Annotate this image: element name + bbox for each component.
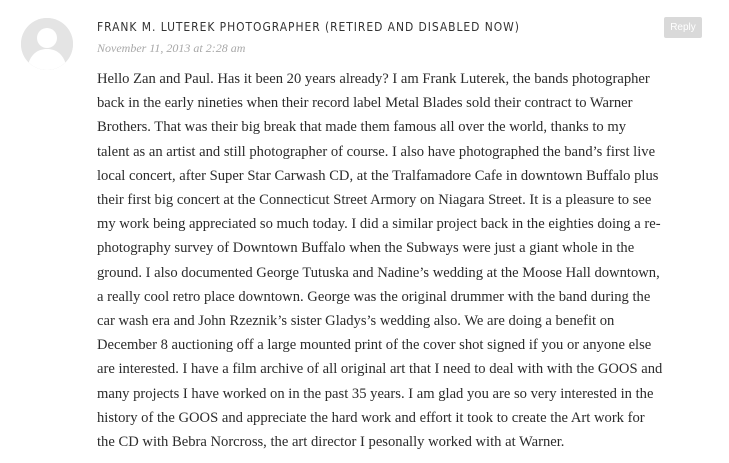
comment-body-line: back in the early nineties when their record label Metal Blades sold their contract to Warner — [97, 95, 633, 112]
comment-body-line: ground. I also documented George Tutuska and Nadine’s wedding at the Moose Hall downtown, — [97, 264, 660, 281]
comment-body-line: are interested. I have a film archive of all original art that I need to deal with with the GOOS and — [97, 361, 663, 378]
reply-button[interactable]: Reply — [664, 17, 702, 38]
default-avatar-icon — [21, 18, 73, 70]
comment-body-line: Brothers. That was their big break that made them famous all over the world, thanks to my — [97, 119, 627, 136]
comment-date-link[interactable]: November 11, 2013 at 2:28 am — [97, 41, 246, 55]
comment-body-line: December 8 auctioning off a large mounted print of the cover shot signed if you or anyone else — [97, 337, 652, 354]
comment-body-line: car wash era and John Rzeznik’s sister Gladys’s wedding also. We are doing a benefit on — [97, 313, 615, 330]
comment-body-line: their first big concert at the Connecticut Street Armory on Niagara Street. It is a pleasure to see — [97, 192, 652, 209]
comment-body-line: a really cool retro place downtown. George was the original drummer with the band during the — [97, 288, 651, 305]
comment-body-line: my work being appreciated so much today. I did a similar project back in the eighties doing a re- — [97, 216, 661, 233]
comment-body-line: local concert, after Super Star Carwash CD, at the Tralfamadore Cafe in downtown Buffalo plus — [97, 167, 659, 184]
comment-body-line: many projects I have worked on in the past 35 years. I am glad you are so very interested in the — [97, 385, 654, 402]
comment-body-line: talent as an artist and still photographer of course. I also have photographed the band’s first live — [97, 143, 656, 160]
comment-body-line: the CD with Bebra Norcross, the art director I pesonally worked with at Warner. — [97, 434, 565, 451]
comment-body-line: photography survey of Downtown Buffalo when the Subways were just a giant whole in the — [97, 240, 635, 257]
comment-body-line: history of the GOOS and appreciate the hard work and effort it took to create the Art work for — [97, 409, 645, 426]
comment-body-line: Hello Zan and Paul. Has it been 20 years already? I am Frank Luterek, the bands photographer — [97, 71, 650, 87]
comment-author: FRANK M. LUTEREK PHOTOGRAPHER (RETIRED AND DISABLED NOW) — [97, 19, 520, 34]
comment-body — [97, 67, 709, 454]
